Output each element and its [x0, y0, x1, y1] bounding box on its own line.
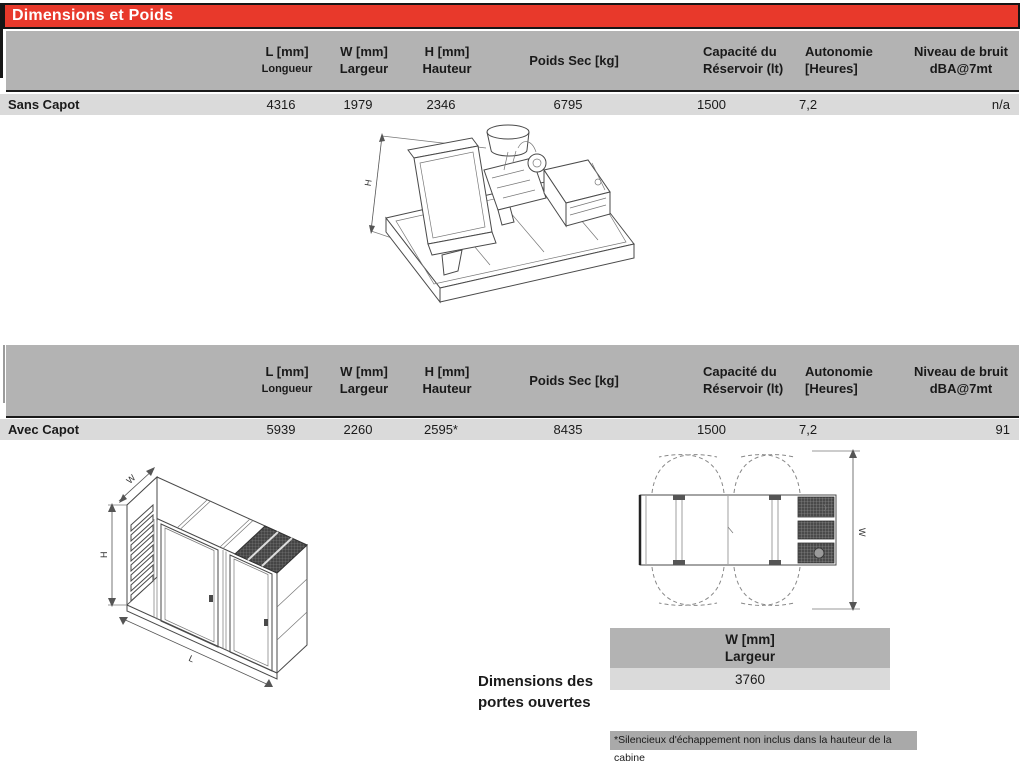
- value-bruit: n/a: [991, 97, 1010, 112]
- col-header-autonomie: Autonomie [Heures]: [805, 44, 873, 76]
- col-header-capacite: Capacité du Réservoir (lt): [703, 44, 784, 76]
- value-l: 4316: [266, 97, 296, 112]
- left-edge-line-2: [3, 345, 5, 403]
- canopy-genset-svg: [72, 447, 378, 691]
- section-title-bar: [3, 3, 1020, 29]
- doors-table-value: 3760: [610, 668, 890, 690]
- col-header-largeur: W [mm] Largeur: [339, 44, 389, 76]
- col-header-largeur: W [mm] Largeur: [339, 364, 389, 396]
- doors-open-topview-svg: [612, 447, 904, 627]
- value-w: 1979: [343, 97, 373, 112]
- doors-open-topview-drawing: [612, 447, 904, 627]
- value-h: 2595*: [424, 422, 458, 437]
- col-header-autonomie: Autonomie [Heures]: [805, 364, 873, 396]
- col-header-hauteur: H [mm] Hauteur: [422, 44, 472, 76]
- value-poids: 8435: [553, 422, 583, 437]
- end-grille: [798, 497, 834, 563]
- doors-open-caption: Dimensions des portes ouvertes: [478, 673, 594, 711]
- value-l: 5939: [266, 422, 296, 437]
- dim-label-l: L: [187, 653, 196, 665]
- table-sans-capot-header: [6, 31, 1019, 92]
- open-genset-drawing: [358, 118, 658, 333]
- value-bruit: 91: [995, 422, 1010, 437]
- canopy-genset-drawing: [72, 447, 378, 691]
- value-poids: 6795: [553, 97, 583, 112]
- dim-label-h: H: [99, 551, 109, 558]
- col-header-bruit: Niveau de bruit dBA@7mt: [914, 364, 1008, 396]
- footnote: *Silencieux d'échappement non inclus dans la hauteur de la cabine: [610, 731, 917, 750]
- row-avec-capot: [0, 419, 1019, 440]
- value-autonomie: 7,2: [799, 422, 818, 437]
- col-header-longueur: L [mm] Longueur: [261, 364, 313, 395]
- page-title: Dimensions et Poids: [12, 7, 174, 24]
- row-label: Sans Capot: [8, 97, 80, 112]
- col-header-poids: Poids Sec [kg]: [529, 52, 619, 68]
- value-capacite: 1500: [697, 97, 726, 112]
- col-header-bruit: Niveau de bruit dBA@7mt: [914, 44, 1008, 76]
- row-label: Avec Capot: [8, 422, 80, 437]
- value-autonomie: 7,2: [799, 97, 818, 112]
- left-edge-line: [0, 3, 3, 78]
- value-capacite: 1500: [697, 422, 726, 437]
- col-header-longueur: L [mm] Longueur: [261, 44, 313, 75]
- value-w: 2260: [343, 422, 373, 437]
- col-header-poids: Poids Sec [kg]: [529, 372, 619, 388]
- col-header-capacite: Capacité du Réservoir (lt): [703, 364, 784, 396]
- dim-label-w: W: [124, 472, 138, 486]
- row-sans-capot: [0, 94, 1019, 115]
- doors-table-header: W [mm] Largeur: [610, 628, 890, 668]
- doors-open-table: [610, 628, 890, 690]
- open-genset-svg: [358, 118, 658, 333]
- col-header-hauteur: H [mm] Hauteur: [422, 364, 472, 396]
- dim-label-w: W: [857, 528, 867, 537]
- table-avec-capot-header: [6, 345, 1019, 418]
- dim-label-h: H: [362, 178, 374, 187]
- value-h: 2346: [426, 97, 456, 112]
